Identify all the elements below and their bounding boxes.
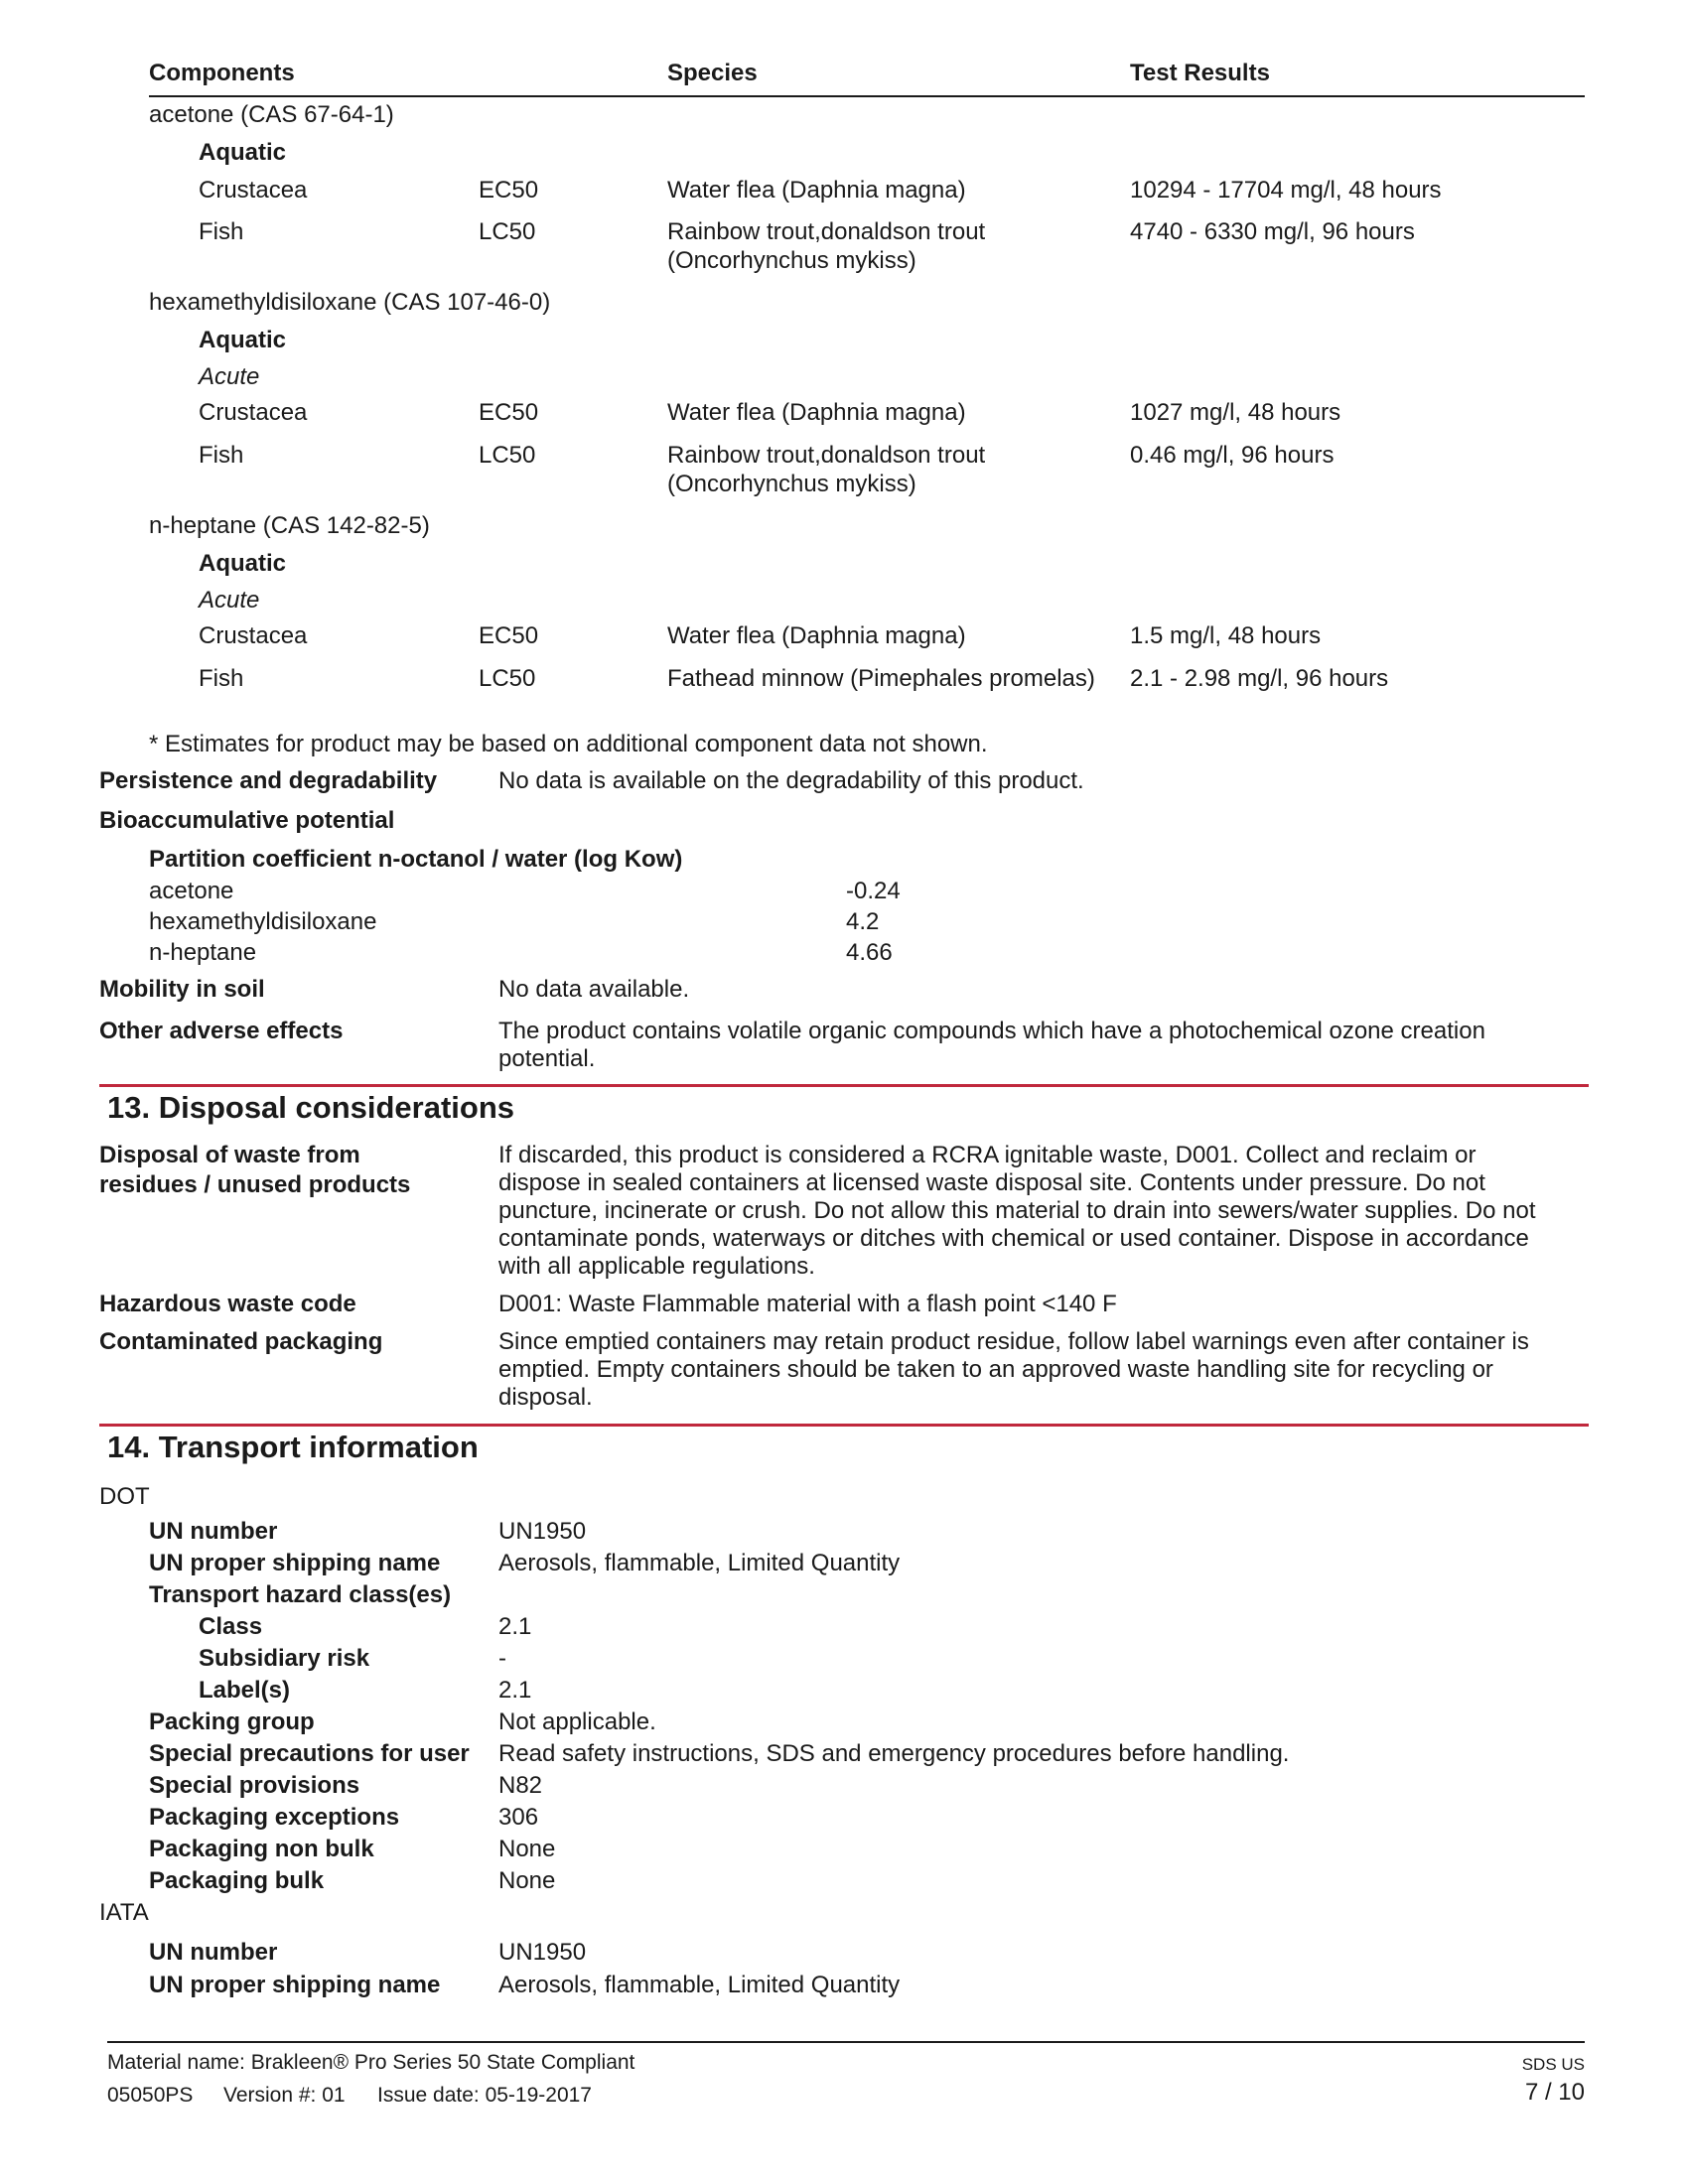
table-cell: 10294 - 17704 mg/l, 48 hours <box>1130 177 1442 204</box>
partition-name: acetone <box>149 878 234 904</box>
table-cell: EC50 <box>479 399 539 426</box>
transport-value: Not applicable. <box>498 1708 656 1735</box>
table-cell: Crustacea <box>199 622 308 649</box>
table-cell: EC50 <box>479 177 539 204</box>
transport-value: 306 <box>498 1804 539 1831</box>
table-cell: (Oncorhynchus mykiss) <box>667 247 916 274</box>
transport-label: UN number <box>149 1518 278 1545</box>
partition-value: -0.24 <box>846 878 901 904</box>
table-cell: 0.46 mg/l, 96 hours <box>1130 442 1335 469</box>
table-cell: Fathead minnow (Pimephales promelas) <box>667 665 1095 692</box>
transport-value: Aerosols, flammable, Limited Quantity <box>498 1972 901 1998</box>
transport-label: Class <box>199 1613 263 1640</box>
doc-id: 05050PS <box>107 2084 194 2107</box>
partition-title: Partition coefficient n-octanol / water (log Kow) <box>149 846 683 873</box>
transport-label: UN number <box>149 1939 278 1966</box>
category-label: Aquatic <box>199 327 287 353</box>
disposal-text: contaminate ponds, waterways or ditches with chemical or used container. Dispose in accordance <box>498 1225 1529 1252</box>
category-label: Aquatic <box>199 139 287 166</box>
table-cell: 4740 - 6330 mg/l, 96 hours <box>1130 218 1415 245</box>
table-cell: LC50 <box>479 665 536 692</box>
transport-label: Packaging non bulk <box>149 1836 374 1862</box>
table-footnote: * Estimates for product may be based on additional component data not shown. <box>149 731 988 757</box>
other-effects-label: Other adverse effects <box>99 1018 344 1044</box>
packaging-label: Contaminated packaging <box>99 1328 383 1355</box>
header-test-results: Test Results <box>1130 60 1270 86</box>
table-cell: Crustacea <box>199 399 308 426</box>
component-name: n-heptane (CAS 142-82-5) <box>149 512 430 539</box>
partition-value: 4.2 <box>846 908 880 935</box>
partition-name: n-heptane <box>149 939 257 966</box>
packaging-text: disposal. <box>498 1384 593 1411</box>
table-cell: Water flea (Daphnia magna) <box>667 622 966 649</box>
transport-value: - <box>498 1645 506 1672</box>
transport-value: 2.1 <box>498 1613 532 1640</box>
section-title: 13. Disposal considerations <box>107 1090 515 1125</box>
table-cell: 1027 mg/l, 48 hours <box>1130 399 1341 426</box>
table-cell: Fish <box>199 442 244 469</box>
transport-value: UN1950 <box>498 1939 587 1966</box>
disposal-text: dispose in sealed containers at licensed waste disposal site. Contents under pressure. Do not <box>498 1169 1485 1196</box>
header-species: Species <box>667 60 758 86</box>
transport-label: Special precautions for user <box>149 1740 470 1767</box>
transport-label: Packaging bulk <box>149 1867 325 1894</box>
table-cell: 2.1 - 2.98 mg/l, 96 hours <box>1130 665 1389 692</box>
table-cell: Rainbow trout,donaldson trout <box>667 218 986 245</box>
transport-value: Aerosols, flammable, Limited Quantity <box>498 1550 901 1576</box>
section-divider <box>99 1424 1589 1427</box>
table-header-rule <box>149 95 1585 97</box>
table-cell: Fish <box>199 665 244 692</box>
hazcode-label: Hazardous waste code <box>99 1291 356 1317</box>
table-cell: 1.5 mg/l, 48 hours <box>1130 622 1322 649</box>
persistence-value: No data is available on the degradability of this product. <box>498 767 1084 794</box>
transport-label: Label(s) <box>199 1677 291 1704</box>
category-label: Aquatic <box>199 550 287 577</box>
section-divider <box>99 1084 1589 1087</box>
material-name: Material name: Brakleen® Pro Series 50 State Compliant <box>107 2051 635 2074</box>
persistence-label: Persistence and degradability <box>99 767 438 794</box>
transport-value: 2.1 <box>498 1677 532 1704</box>
partition-value: 4.66 <box>846 939 893 966</box>
packaging-text: Since emptied containers may retain product residue, follow label warnings even after container is <box>498 1328 1529 1355</box>
table-cell: LC50 <box>479 218 536 245</box>
component-name: hexamethyldisiloxane (CAS 107-46-0) <box>149 289 551 316</box>
table-cell: LC50 <box>479 442 536 469</box>
other-effects-value: The product contains volatile organic compounds which have a photochemical ozone creation <box>498 1018 1485 1044</box>
packaging-text: emptied. Empty containers should be taken to an approved waste handling site for recycling or <box>498 1356 1493 1383</box>
hazcode-value: D001: Waste Flammable material with a flash point <140 F <box>498 1291 1117 1317</box>
transport-label: Packing group <box>149 1708 315 1735</box>
transport-label: UN proper shipping name <box>149 1972 441 1998</box>
disposal-label: Disposal of waste from <box>99 1142 360 1168</box>
page-number: 7 / 10 <box>1524 2079 1585 2106</box>
mobility-value: No data available. <box>498 976 690 1003</box>
transport-label: UN proper shipping name <box>149 1550 441 1576</box>
dot-label: DOT <box>99 1483 150 1510</box>
transport-label: Packaging exceptions <box>149 1804 400 1831</box>
table-cell: Crustacea <box>199 177 308 204</box>
transport-value: N82 <box>498 1772 543 1799</box>
table-cell: Water flea (Daphnia magna) <box>667 177 966 204</box>
table-cell: Rainbow trout,donaldson trout <box>667 442 986 469</box>
transport-label: Transport hazard class(es) <box>149 1581 452 1608</box>
section-title: 14. Transport information <box>107 1430 479 1464</box>
footer-rule <box>107 2041 1585 2043</box>
subcategory-label: Acute <box>199 587 260 614</box>
component-name: acetone (CAS 67-64-1) <box>149 101 394 128</box>
partition-name: hexamethyldisiloxane <box>149 908 377 935</box>
doc-type: SDS US <box>1521 2055 1585 2074</box>
header-components: Components <box>149 60 295 86</box>
subcategory-label: Acute <box>199 363 260 390</box>
issue-date: Issue date: 05-19-2017 <box>377 2084 592 2107</box>
transport-value: Read safety instructions, SDS and emergency procedures before handling. <box>498 1740 1290 1767</box>
table-cell: Water flea (Daphnia magna) <box>667 399 966 426</box>
transport-label: Subsidiary risk <box>199 1645 370 1672</box>
disposal-label: residues / unused products <box>99 1171 411 1198</box>
mobility-label: Mobility in soil <box>99 976 265 1003</box>
table-cell: (Oncorhynchus mykiss) <box>667 471 916 497</box>
transport-value: None <box>498 1867 556 1894</box>
disposal-text: with all applicable regulations. <box>498 1253 815 1280</box>
disposal-text: If discarded, this product is considered a RCRA ignitable waste, D001. Collect and reclaim or <box>498 1142 1477 1168</box>
other-effects-value: potential. <box>498 1045 596 1072</box>
bioaccum-label: Bioaccumulative potential <box>99 807 395 834</box>
transport-value: None <box>498 1836 556 1862</box>
table-cell: Fish <box>199 218 244 245</box>
disposal-text: puncture, incinerate or crush. Do not allow this material to drain into sewers/water supplies. Do not <box>498 1197 1536 1224</box>
version: Version #: 01 <box>223 2084 346 2107</box>
iata-label: IATA <box>99 1899 149 1926</box>
table-cell: EC50 <box>479 622 539 649</box>
transport-label: Special provisions <box>149 1772 360 1799</box>
transport-value: UN1950 <box>498 1518 587 1545</box>
